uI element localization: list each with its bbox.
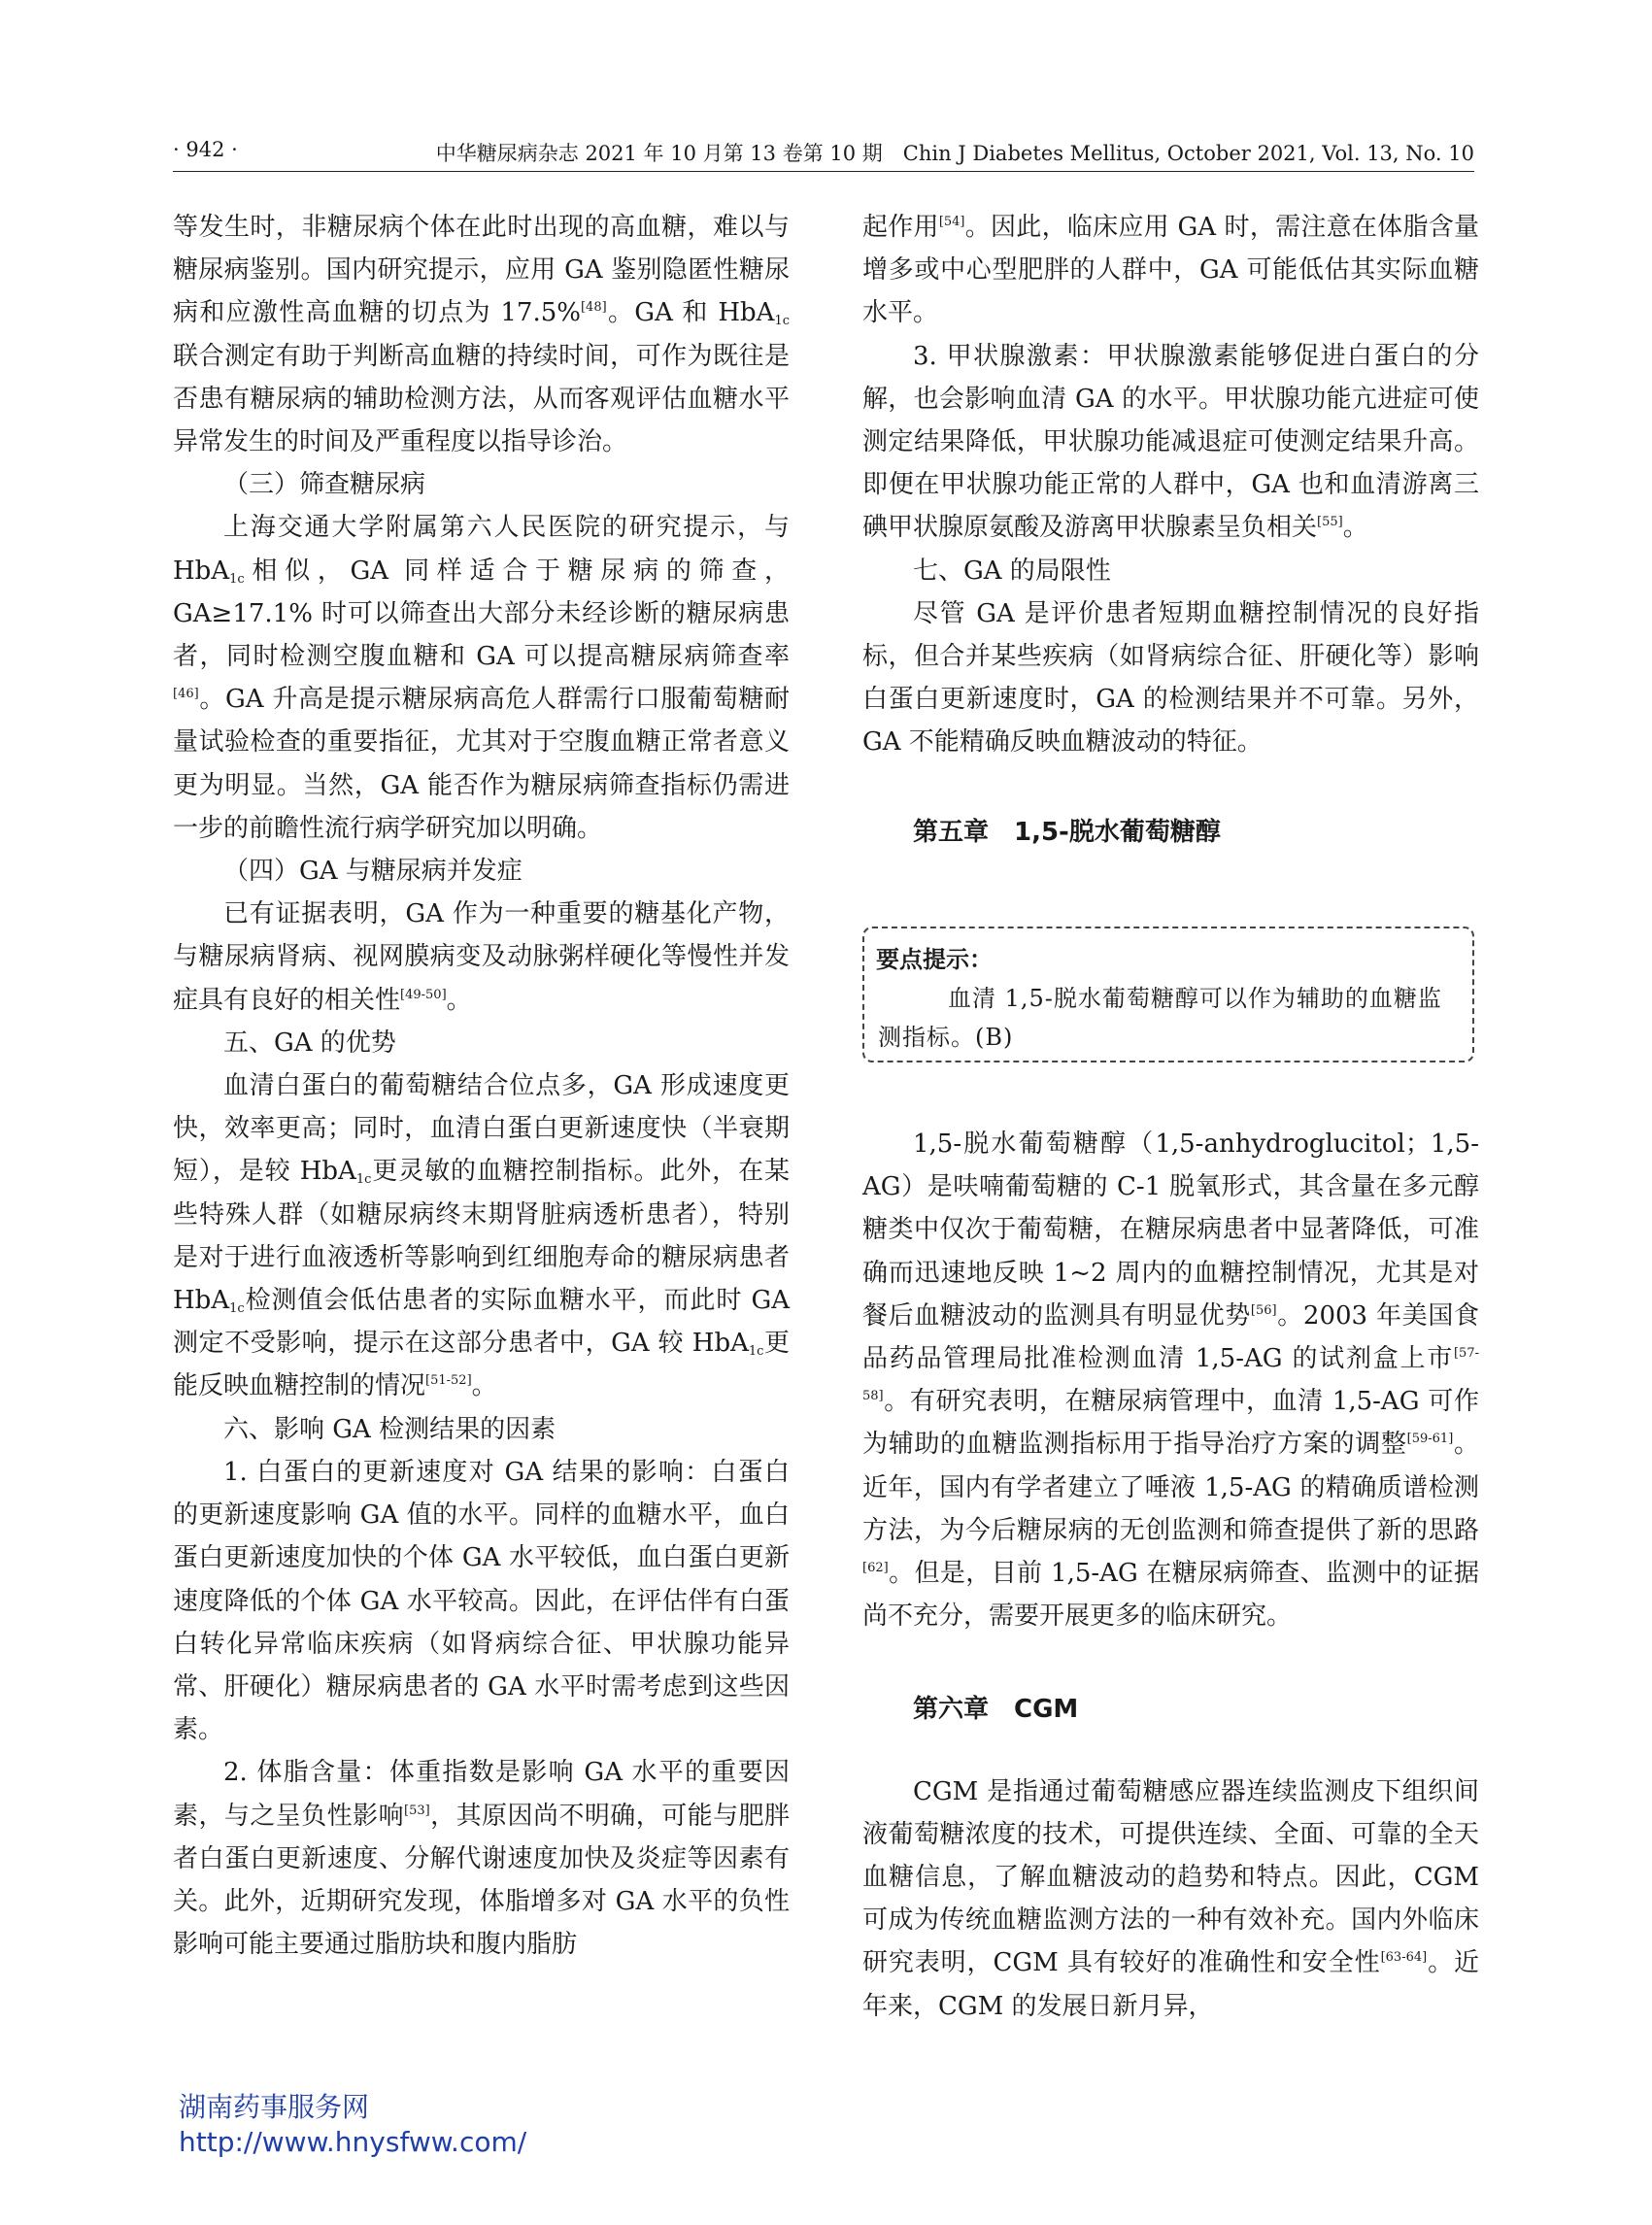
running-header (173, 132, 1474, 172)
section-heading: 五、GA 的优势 (223, 1028, 396, 1058)
watermark-title: 湖南药事服务网 (179, 2091, 370, 2123)
watermark (179, 2090, 526, 2160)
key-points-text: 血清 1,5-脱水葡萄糖醇可以作为辅助的血糖监测指标。(B) (878, 985, 1442, 1051)
paragraph: 1,5-脱水葡萄糖醇（1,5-anhydroglucitol；1,5-AG）是呋喃葡萄糖的 C-1 脱氧形式，其含量在多元醇糖类中仅次于葡萄糖，在糖尿病患者中显著降低，可准确而迅速地反映 1~2 周内的血糖控制情况，尤其是对餐后血糖波动的监测具有明显优势[56]。2003 年美国食品药品管理局批准检测血清 1,5-AG 的试剂盒上市[57-58]。有研究表明，在糖尿病管理中，血清 1,5-AG 可作为辅助的血糖监测指标用于指导治疗方案的调整[59-61]。近年，国内有学者建立了唾液 1,5-AG 的精确质谱检测方法，为今后糖尿病的无创监测和筛查提供了新的思路[62]。但是，目前 1,5-AG 在糖尿病筛查、监测中的证据尚不充分，需要开展更多的临床研究。 (862, 1129, 1479, 1632)
paragraph: 起作用[54]。因此，临床应用 GA 时，需注意在体脂含量增多或中心型肥胖的人群中，GA 可能低估其实际血糖水平。 (862, 213, 1479, 328)
left-column (173, 206, 790, 1966)
page-number: · 942 · (173, 138, 238, 161)
paragraph: 上海交通大学附属第六人民医院的研究提示，与 HbA$_{1c}$相似，GA 同样适合于糖尿病的筛查，GA≥17.1% 时可以筛查出大部分未经诊断的糖尿病患者，同时检测空腹血糖和 GA 可以提高糖尿病筛查率[46]。GA 升高是提示糖尿病高危人群需行口服葡萄糖耐量试验检查的重要指征，尤其对于空腹血糖正常者意义更为明显。当然，GA 能否作为糖尿病筛查指标仍需进一步的前瞻性流行病学研究加以明确。 (173, 513, 790, 843)
paragraph: 尽管 GA 是评价患者短期血糖控制情况的良好指标，但合并某些疾病（如肾病综合征、肝硬化等）影响白蛋白更新速度时，GA 的检测结果并不可靠。另外，GA 不能精确反映血糖波动的特征。 (862, 598, 1479, 758)
paragraph: CGM 是指通过葡萄糖感应器连续监测皮下组织间液葡萄糖浓度的技术，可提供连续、全面、可靠的全天血糖信息，了解血糖波动的趋势和特点。因此，CGM 可成为传统血糖监测方法的一种有效补充。国内外临床研究表明，CGM 具有较好的准确性和安全性[63-64]。近年来，CGM 的发展日新月异， (862, 1776, 1479, 2021)
right-column-lower (862, 1123, 1479, 2028)
journal-citation: 中华糖尿病杂志 2021 年 10 月第 13 卷第 10 期 Chin J Diabetes Mellitus, October 2021, Vol. 13, No. 10 (435, 142, 1474, 165)
key-points-box (862, 927, 1474, 1062)
chapter-heading: 第六章 CGM (913, 1695, 1079, 1725)
section-heading: 六、影响 GA 检测结果的因素 (223, 1414, 556, 1444)
key-points-title: 要点提示： (876, 946, 993, 973)
section-heading: 七、GA 的局限性 (913, 556, 1111, 586)
section-heading: （三）筛查糖尿病 (223, 470, 426, 500)
chapter-heading: 第五章 1,5-脱水葡萄糖醇 (913, 817, 1221, 847)
paragraph: 等发生时，非糖尿病个体在此时出现的高血糖，难以与糖尿病鉴别。国内研究提示，应用 GA 鉴别隐匿性糖尿病和应激性高血糖的切点为 17.5%[48]。GA 和 HbA$_{1c}$联合测定有助于判断高血糖的持续时间，可作为既往是否患有糖尿病的辅助检测方法，从而客观评估血糖水平异常发生的时间及严重程度以指导诊治。 (173, 213, 790, 457)
section-heading: （四）GA 与糖尿病并发症 (223, 857, 523, 887)
paragraph: 2. 体脂含量：体重指数是影响 GA 水平的重要因素，与之呈负性影响[53]，其原因尚不明确，可能与肥胖者白蛋白更新速度、分解代谢速度加快及炎症等因素有关。此外，近期研究发现，体脂增多对 GA 水平的负性影响可能主要通过脂肪块和腹内脂肪 (173, 1758, 790, 1960)
paragraph: 1. 白蛋白的更新速度对 GA 结果的影响：白蛋白的更新速度影响 GA 值的水平。同样的血糖水平，血白蛋白更新速度加快的个体 GA 水平较低，血白蛋白更新速度降低的个体 GA 水平较高。因此，在评估伴有白蛋白转化异常临床疾病（如肾病综合征、甲状腺功能异常、肝硬化）糖尿病患者的 GA 水平时需考虑到这些因素。 (173, 1457, 790, 1745)
paragraph: 3. 甲状腺激素：甲状腺激素能够促进白蛋白的分解，也会影响血清 GA 的水平。甲状腺功能亢进症可使测定结果降低，甲状腺功能减退症可使测定结果升高。即便在甲状腺功能正常的人群中，GA 也和血清游离三碘甲状腺原氨酸及游离甲状腺素呈负相关[55]。 (862, 341, 1479, 543)
watermark-url[interactable]: http://www.hnysfww.com/ (179, 2126, 527, 2158)
paragraph: 血清白蛋白的葡萄糖结合位点多，GA 形成速度更快，效率更高；同时，血清白蛋白更新速度快（半衰期短），是较 HbA$_{1c}$更灵敏的血糖控制指标。此外，在某些特殊人群（如糖尿病终末期肾脏病透析患者），特别是对于进行血液透析等影响到红细胞寿命的糖尿病患者 HbA$_{1c}$检测值会低估患者的实际血糖水平，而此时 GA 测定不受影响，提示在这部分患者中，GA 较 HbA$_{1c}$更能反映血糖控制的情况[51-52]。 (173, 1071, 790, 1401)
right-column (862, 206, 1479, 854)
paragraph: 已有证据表明，GA 作为一种重要的糖基化产物，与糖尿病肾病、视网膜病变及动脉粥样硬化等慢性并发症具有良好的相关性[49-50]。 (173, 899, 790, 1015)
